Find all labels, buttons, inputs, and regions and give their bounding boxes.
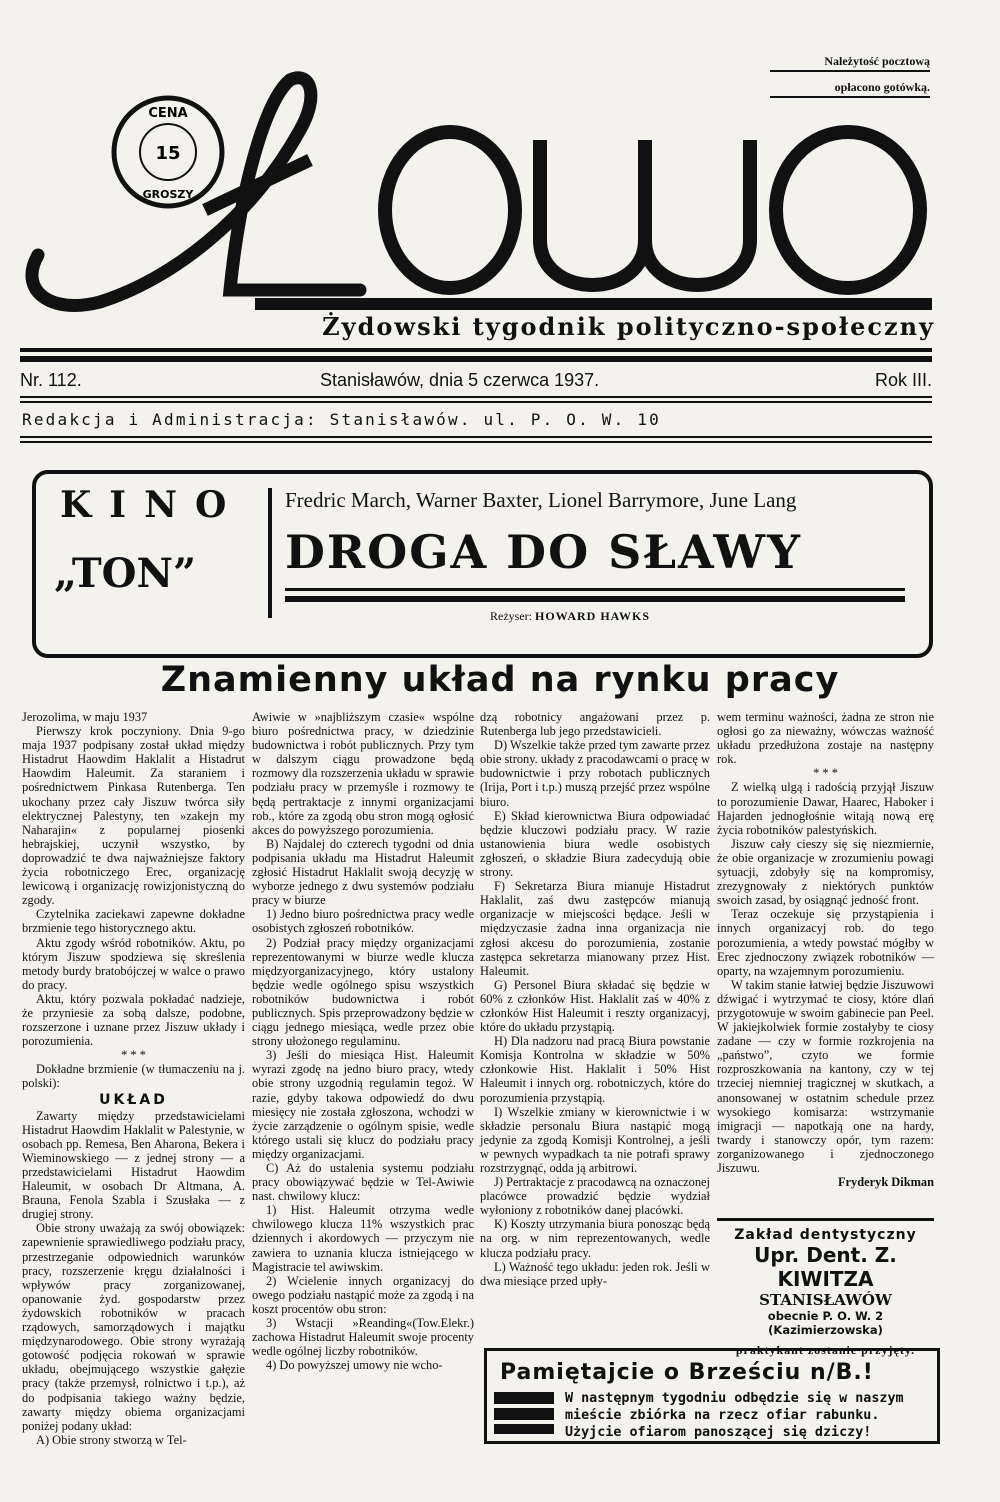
paragraph: Z wielką ulgą i radością przyjął Jiszuw to porozumienie Dawar, Haarec, Haboker i Hajarden jednogłośnie witają nową erę życia robotników palestyńskich. [717,780,934,837]
film-cast: Fredric March, Warner Baxter, Lionel Barrymore, June Lang [285,488,797,512]
paragraph: wem terminu ważności, żadna ze stron nie ogłosi go za nieważny, wówczas ważność układu przedłużona zostaje na następny rok. [717,710,934,767]
paragraph: L) Ważność tego układu: jeden rok. Jeśli w dwa miesiące przed upły- [480,1259,710,1288]
paragraph: dzą robotnicy angażowani przez p. Rutenberga lub jego przedstawicieli. [480,710,710,739]
rule [20,356,932,362]
paragraph: W takim stanie łatwiej będzie Jiszuwowi dźwigać i wytrzymać te ciosy, które dlań przygotowuje w swoim gabinecie pan Peel. W jakiejkolwiek formie zostałyby te ciosy zadane — czy w formie rozkrojenia na „państwo”, czyto we formie rozproszkowania na kantony, czy w tej trzeciej niemniej tragicznej w skutkach, a anonsowanej w ostatnim schedule przez wysokiego komisarza: wstrzymanie imigracji — napotkają one na hardy, twardy i stanowczy opór, tym razem: zorganizowanego i zjednoczonego Jiszuwu. [717,977,934,1175]
article-headline: Znamienny układ na rynku pracy [160,660,840,700]
paragraph: Jiszuw cały cieszy się się niezmiernie, że obie organizacje w zrozumieniu powagi sytuacji, zdobyły się na kompromisy, zrezygnowały z niektórych punktów swoich zasad, by osiągnąć jedność front. [717,836,934,908]
cinema-kino: KINO [60,484,245,526]
issue-number: Nr. 112. [20,370,82,390]
stamp-top: CENA [148,106,188,121]
film-director [490,609,790,624]
article-column-2 [252,710,474,1372]
rule [20,348,932,352]
postage-line1: Należytość pocztową [770,52,930,72]
paragraph: 2) Podział pracy między organizacjami reprezentowanymi w biurze wedle klucza międzyorganizacyjnego, który ustalony będzie wedle ogólnego spisu wszystkich robotników budownictwa i robót publicznych. Spis przeprowadzony będzie w ciągu jednego miesiąca, wedle przez obie strony ułożonego regulaminu. [252,935,474,1049]
dentist-line4: obecnie P. O. W. 2 (Kazimierzowska) [767,1309,884,1337]
issue-year: Rok III. [874,370,932,390]
stamp-bottom: GROSZY [142,188,194,201]
masthead-rule [255,298,932,310]
article-author: Fryderyk Dikman [837,1175,934,1190]
dentist-line1: Zakład dentystyczny [734,1227,917,1243]
paragraph: K) Koszty utrzymania biura ponosząc będą na org. w nim reprezentowanych, wedle klucza podziału pracy. [480,1217,710,1260]
rule [20,396,932,403]
paragraph: B) Najdalej do czterech tygodni od dnia podpisania układu ma Histadrut Haleumit zgłosić Histadrut Haklalit swoją decyzję w wyborze jednego z dwu systemów podziału pracy w biurze [252,836,474,908]
brzesc-title: Pamiętajcie o Brześciu n/B.! [500,1360,874,1385]
article-column-3 [480,710,710,1288]
paragraph: Teraz oczekuje się przystąpienia i innych organizacyj rob. do tego porozumienia, a wtedy powstać mógłby w Erec zjednoczony związek robotników — oparty, na wzajemnym porozumieniu. [717,907,934,978]
film-title: DROGA DO SŁAWY [285,525,802,579]
editorial-address: Redakcja i Administracja: Stanisławów. ul. P. O. W. 10 [22,410,661,429]
paragraph: Czytelnika zaciekawi zapewne dokładne brzmienie tego historycznego aktu. [22,907,245,936]
director-label: Reżyser: [490,609,532,623]
director-name: HOWARD HAWKS [534,609,650,623]
paragraph: H) Dla nadzoru nad pracą Biura powstanie Komisja Kontrolna w składzie w 50% członkowie Hist. Haklalit i 50% Hist Haleumit i innych org. robotniczych, które do porozumienia przystąpią. [480,1034,710,1105]
postage-note [770,52,930,104]
paragraph: D) Wszelkie także przed tym zawarte przez obie strony. układy z pracodawcami o pracę w budownictwie i przy robotach publicznych (Irija, Port i t.p.) muszą przejść przez wspólne biuro. [480,738,710,809]
paragraph: A) Obie strony stworzą w Tel- [36,1432,187,1447]
paragraph: 3) Jeśli do miesiąca Hist. Haleumit wyrazi zgodę na jedno biuro pracy, wtedy obie strony uzgodnią regulamin tegoż. W razie, gdyby takowa odpowiedź do dwu miesięcy nie została zgłoszona, wchodzi w życie zarządzenie o ogólnym spisie, wedle którego ustali się klucz do podziału pracy między organizacjami. [252,1048,474,1161]
mark-bar [494,1408,554,1420]
brzesc-text: W następnym tygodniu odbędzie się w naszym mieście zbiórka na rzecz ofiar rabunku. Użyjcie ofiarom panoszącej się dziczy! [565,1391,904,1440]
price-stamp [108,92,228,212]
mark-bar [494,1424,554,1434]
ad-rule [285,588,905,591]
dentist-line3: STANISŁAWÓW [759,1291,892,1309]
dateline: Jerozolima, w maju 1937 [22,710,148,724]
paragraph: 4) Do powyższej umowy nie wcho- [266,1358,443,1373]
rule [20,436,932,443]
paragraph: 2) Wcielenie innych organizacyj do owego podziału nastąpić może za zgodą i na koszt procentów obu stron: [252,1273,474,1316]
dentist-ad [717,1227,934,1358]
paragraph: E) Skład kierownictwa Biura odpowiadać będzie kluczowi podziału pracy. W razie ustanowienia biura wedle osobistych zgłoszeń, o składzie Biura zadecydują obie strony. [480,808,710,880]
ad-rule [717,1218,934,1221]
paragraph: G) Personel Biura składać się będzie w 60% z członków Hist. Haklalit zaś w 40% z członków Hist Haleumit i reszty organizacyj, które do układu przystąpią. [480,977,710,1035]
paragraph: C) Aż do ustalenia systemu podziału pracy obowiązywać będzie w Tel-Awiwie nast. chwilowy klucz: [252,1161,474,1204]
article-column-4 [717,710,934,1189]
mark-bar [494,1392,554,1404]
stamp-price: 15 [155,143,181,164]
paragraph: Aktu, który pozwala pokładać nadzieje, że przyniesie za sobą dalsze, podobne, rozszerzone i uznane przez Jiszuw układy i porozumienia. [22,991,245,1049]
paragraph: Zawarty między przedstawicielami Histadrut Haowdim Haklalit w Palestynie, w osobach pp. Remesa, Ben Aharona, Bekera i Wieminowskiego — z jednej strony — a przedstawicielami Histadrut Haowdim Haleumit, w osobach Dr Altmana, A. Brauna, Fenola Szabla i Szusłaka — z drugiej strony. [22,1108,245,1222]
paragraph: J) Pertraktacje z pracodawcą na oznaczonej placówce prowadzić będzie wydział wyłoniony z robotników danej placówki. [480,1175,710,1218]
ad-divider [268,488,272,618]
separator: * * * [813,766,838,781]
paragraph: F) Sekretarza Biura mianuje Histadrut Haklalit, zaś dwu zastępców mianują organizacje w miejscości będące. Jeśli w międzyczasie żadna inna organizacja nie zgłosi akcesu do porozumienia, zostanie zastępca sekretarza mianowany przez Hist. Haleumit. [480,879,710,978]
dentist-line2: Upr. Dent. Z. KIWITZA [754,1243,897,1291]
postage-line2: opłacono gotówką. [770,78,930,98]
paragraph: Aktu zgody wśród robotników. Aktu, po którym Jiszuw spodziewa się skreślenia metody burdy bratobójczej w walce o prawo do pracy. [22,935,245,992]
brzesc-mark [494,1392,554,1434]
subtitle: Żydowski tygodnik polityczno-społeczny [322,312,935,341]
issue-place-date: Stanisławów, dnia 5 czerwca 1937. [320,370,600,390]
paragraph: Dokładne brzmienie (w tłumaczeniu na j. polski): [22,1062,245,1091]
dentist-line5: praktykant zostanie przyjęty. [735,1343,916,1357]
paragraph: Obie strony uważają za swój obowiązek: zapewnienie sprawiedliwego podziału pracy, przestrzeganie odpowiednich warunków pracy, rozszerzenie kręgu działalności i wpływów pracy zorganizowanej, opanowanie żyd. gospodarstw przez żydowskich robotników w pracach rządowych, samorządowych i majątku międzynarodowego. Obie strony wyrażają gotowość podjęcia rokowań w sprawie układu, obejmującego wszystkie gałęzie pracy (także przemysł, rolnictwo i t.p.), aż do podpisania takiego ważny będzie, zawarty między obiema organizacjami poniżej podany układ: [22,1221,245,1433]
paragraph: Awiwie w »najbliższym czasie« wspólne biuro pośrednictwa pracy, w dziedzinie budownictwa i robót publicznych. Przy tym w dalszym ciągu prowadzone będą rozmowy dla rozszerzenia układu w sprawie podziału pracy w przemyśle i rozmowy te będą pertraktacje z innymi organizacjami rob., które za zgodą obu stron mogą ogłosić akces do powyższego porozumienia. [252,710,474,837]
separator: * * * [121,1048,146,1063]
section-heading: UKŁAD [99,1091,168,1108]
article-column-1 [22,710,245,1447]
paragraph: 3) Wstacji »Reanding«(Tow.Elekr.) zachowa Histadrut Haleumit swoje procenty wedle ogólnej liczby robotników. [252,1316,474,1359]
paragraph: 1) Jedno biuro pośrednictwa pracy wedle osobistych zgłoszeń robotników. [252,907,474,936]
paragraph: Pierwszy krok poczyniony. Dnia 9-go maja 1937 podpisany został układ między Histadrut Haowdim Haklalit a Histadrut Haowdim Haleumit. Za staraniem i pośrednictwem Pinkasa Rutenberga. Ten ukochany przez cały Jiszuw twórca siły elektrycznej Palestyny, ten »zakejn my Naharajin« z popularnej piosenki hebrajskiej, uczynił wszystko, by doprowadzić te dwa najważniejsze faktory życia robotniczego Erec, organizację lewicową i organizację rowizjonistyczną do zgody. [22,724,245,908]
ad-rule [285,596,905,602]
paragraph: 1) Hist. Haleumit otrzyma wedle chwilowego klucza 11% wszystkich prac dziennych i akordowych — przyczym nie zawiera to uznania klucza istniejącego w Magistracie tel awiwskim. [252,1203,474,1274]
paragraph: I) Wszelkie zmiany w kierownictwie i w składzie personalu Biura nastąpić mogą jedynie za zgodą Komisji Kontrolnej, a jeśli w pewnych wypadkach ta nie potrafi sprawy rozstrzygnąć, odda ją arbitrowi. [480,1104,710,1175]
cinema-name: „TON” [54,550,197,597]
